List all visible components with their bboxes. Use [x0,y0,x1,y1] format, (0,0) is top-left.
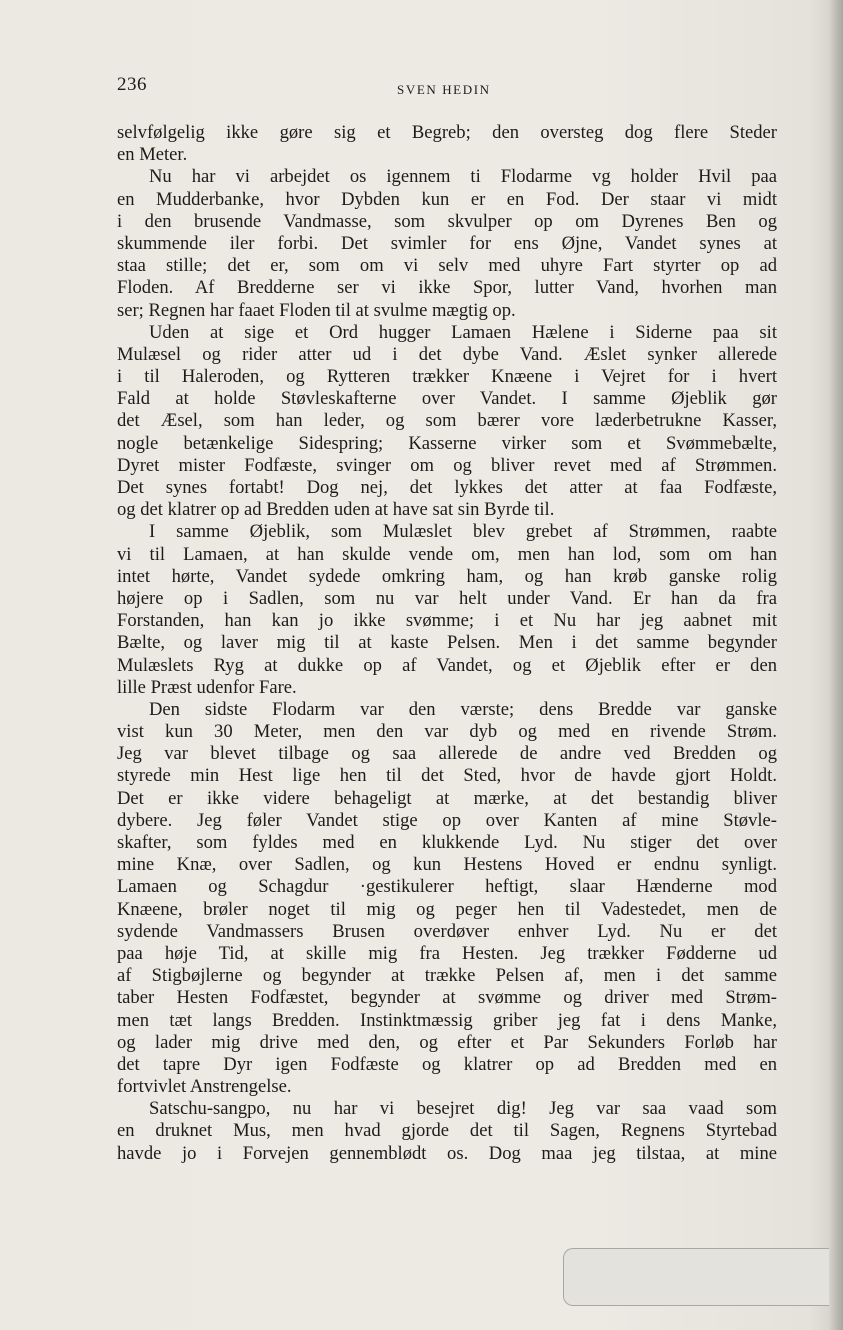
text-line: fortvivlet Anstrengelse. [117,1076,292,1098]
text-line: Satschu-sangpo, nu har vi besejret dig! Jeg var saa vaad som [149,1098,777,1120]
text-line: ser; Regnen har faaet Floden til at svulme mægtig op. [117,299,516,321]
text-line: intet hørte, Vandet sydede omkring ham, og han krøb ganske rolig [117,565,777,587]
text-line: selvfølgelig ikke gøre sig et Begreb; den oversteg dog flere Steder [117,122,777,143]
text-line: Floden. Af Bredderne ser vi ikke Spor, lutter Vand, hvorhen man [117,277,777,299]
text-line: Fald at holde Støvleskafterne over Vandet. I samme Øjeblik gør [117,388,777,410]
text-line: en Meter. [117,144,188,166]
text-line: sydende Vandmassers Brusen overdøver enhver Lyd. Nu er det [117,920,777,942]
text-line: det tapre Dyr igen Fodfæste og klatrer op ad Bredden med en [117,1053,777,1075]
text-line: og det klatrer op ad Bredden uden at have sat sin Byrde til. [117,499,555,521]
text-line: styrede min Hest lige hen til det Sted, hvor de havde gjort Holdt. [117,765,777,787]
page-header [117,74,777,98]
text-line: af Stigbøjlerne og begynder at trække Pelsen af, men i det samme [117,965,777,987]
text-line: Knæene, brøler noget til mig og peger hen til Vadestedet, men de [117,898,777,920]
text-line: Nu har vi arbejdet os igennem ti Flodarme vg holder Hvil paa [149,166,777,188]
text-line: Mulæslets Ryg at dukke op af Vandet, og et Øjeblik efter er den [117,654,777,676]
text-line: lille Præst udenfor Fare. [117,676,297,698]
text-line: skummende iler forbi. Det svimler for ens Øjne, Vandet synes at [117,232,777,254]
text-line: Forstanden, han kan jo ikke svømme; i et Nu har jeg aabnet mit [117,610,777,632]
text-line: højere op i Sadlen, som nu var helt under Vand. Er han da fra [117,587,777,609]
text-line: Det synes fortabt! Dog nej, det lykkes det atter at faa Fodfæste, [117,477,777,498]
page-edge [829,0,843,1330]
bookmark-tab [563,1248,843,1306]
text-line: staa stille; det er, som om vi selv med uhyre Fart styrter op ad [117,255,777,277]
text-line: Den sidste Flodarm var den værste; dens Bredde var ganske [149,698,777,720]
text-line: vi til Lamaen, at han skulde vende om, men han lod, som om han [117,543,777,565]
text-line: havde jo i Forvejen gennemblødt os. Dog maa jeg tilstaa, at mine [117,1142,777,1164]
text-line: nogle betænkelige Sidespring; Kasserne virker som et Svømmebælte, [117,432,777,454]
text-line: skafter, som fyldes med en klukkende Lyd. Nu stiger det over [117,832,777,853]
text-line: og lader mig drive med den, og efter et Par Sekunders Forløb har [117,1031,777,1053]
running-head: SVEN HEDIN [397,82,491,97]
text-line: Lamaen og Schagdur ·gestikulerer heftigt, slaar Hænderne mod [117,876,777,898]
text-line: Dyret mister Fodfæste, svinger om og bliver revet med af Strømmen. [117,454,777,476]
text-line: en druknet Mus, men hvad gjorde det til Sagen, Regnens Styrtebad [117,1120,777,1142]
text-line: Det er ikke videre behageligt at mærke, at det bestandig bliver [117,787,777,809]
text-line: Uden at sige et Ord hugger Lamaen Hælene i Siderne paa sit [149,321,777,343]
text-line: men tæt langs Bredden. Instinktmæssig griber jeg fat i dens Manke, [117,1009,777,1031]
text-line: mine Knæ, over Sadlen, og kun Hestens Hoved er endnu synligt. [117,854,777,876]
text-line: en Mudderbanke, hvor Dybden kun er en Fod. Der staar vi midt [117,188,777,210]
text-line: vist kun 30 Meter, men den var dyb og med en rivende Strøm. [117,721,777,743]
text-line: paa høje Tid, at skille mig fra Hesten. Jeg trækker Fødderne ud [117,942,777,964]
text-line: Jeg var blevet tilbage og saa allerede de andre ved Bredden og [117,743,777,765]
text-line: i den brusende Vandmasse, som skvulper op om Dyrenes Ben og [117,210,777,232]
page-number: 236 [117,74,147,95]
text-line: Bælte, og laver mig til at kaste Pelsen. Men i det samme begynder [117,632,777,654]
text-line: Mulæsel og rider atter ud i det dybe Vand. Æslet synker allerede [117,343,777,365]
text-line: taber Hesten Fodfæstet, begynder at svømme og driver med Strøm- [117,987,777,1009]
body-text [117,122,777,1165]
text-line: dybere. Jeg føler Vandet stige op over Kanten af mine Støvle- [117,809,777,831]
text-line: det Æsel, som han leder, og som bærer vore læderbetrukne Kasser, [117,410,777,432]
text-line: I samme Øjeblik, som Mulæslet blev grebet af Strømmen, raabte [149,521,777,543]
text-line: i til Haleroden, og Rytteren trækker Knæene i Vejret for i hvert [117,366,777,388]
